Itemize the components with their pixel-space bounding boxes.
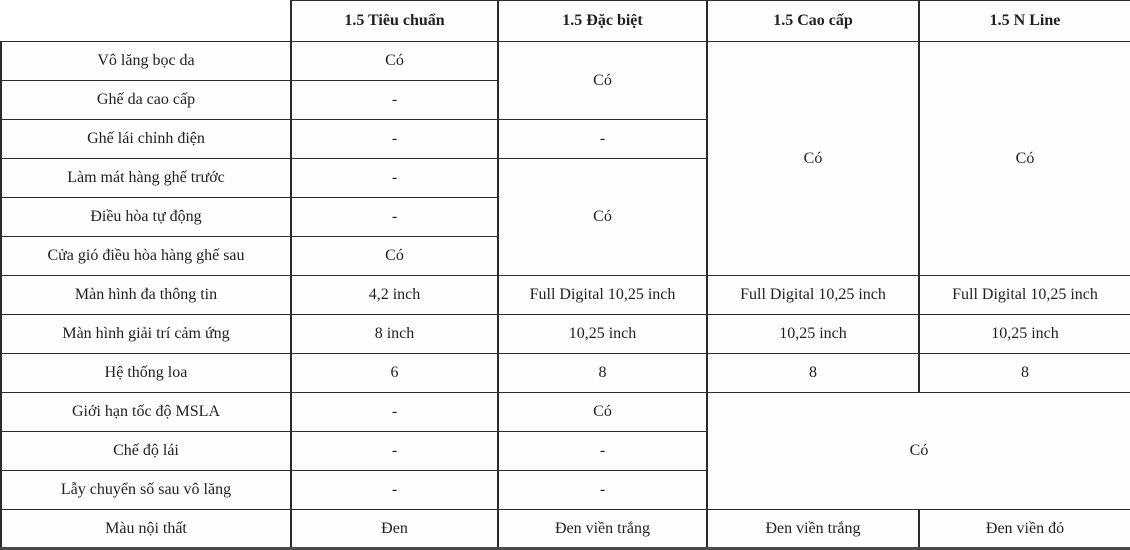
feature-cell: Lẫy chuyển số sau vô lăng bbox=[1, 471, 291, 510]
feature-cell: Giới hạn tốc độ MSLA bbox=[1, 393, 291, 432]
value-cell: 6 bbox=[291, 354, 498, 393]
table-row bbox=[1, 510, 1130, 549]
value-cell: - bbox=[291, 198, 498, 237]
table-row bbox=[1, 315, 1130, 354]
value-cell: 8 bbox=[498, 354, 707, 393]
value-cell: 8 inch bbox=[291, 315, 498, 354]
value-cell-merged: Có bbox=[498, 42, 707, 120]
feature-cell: Ghế lái chỉnh điện bbox=[1, 120, 291, 159]
feature-cell: Ghế da cao cấp bbox=[1, 81, 291, 120]
value-cell: Có bbox=[498, 393, 707, 432]
corner-cell bbox=[1, 1, 291, 42]
value-cell: - bbox=[498, 432, 707, 471]
column-header-cao-cap: 1.5 Cao cấp bbox=[707, 1, 919, 42]
feature-cell: Làm mát hàng ghế trước bbox=[1, 159, 291, 198]
value-cell-merged: Có bbox=[919, 42, 1130, 276]
value-cell: - bbox=[291, 81, 498, 120]
value-cell: 10,25 inch bbox=[919, 315, 1130, 354]
table-row bbox=[1, 276, 1130, 315]
feature-cell: Cửa gió điều hòa hàng ghế sau bbox=[1, 237, 291, 276]
value-cell: - bbox=[291, 159, 498, 198]
value-cell: 4,2 inch bbox=[291, 276, 498, 315]
value-cell: - bbox=[291, 471, 498, 510]
value-cell: Đen viền trắng bbox=[707, 510, 919, 549]
column-header-dac-biet: 1.5 Đặc biệt bbox=[498, 1, 707, 42]
table-row bbox=[1, 393, 1130, 432]
value-cell: 10,25 inch bbox=[707, 315, 919, 354]
table-row bbox=[1, 354, 1130, 393]
column-header-n-line: 1.5 N Line bbox=[919, 1, 1130, 42]
value-cell: - bbox=[291, 120, 498, 159]
value-cell: - bbox=[498, 120, 707, 159]
value-cell: - bbox=[498, 471, 707, 510]
feature-cell: Hệ thống loa bbox=[1, 354, 291, 393]
value-cell: Full Digital 10,25 inch bbox=[498, 276, 707, 315]
value-cell-merged: Có bbox=[498, 159, 707, 276]
value-cell: - bbox=[291, 393, 498, 432]
value-cell: - bbox=[291, 432, 498, 471]
value-cell: 8 bbox=[919, 354, 1130, 393]
value-cell: Đen viền đỏ bbox=[919, 510, 1130, 549]
value-cell: 8 bbox=[707, 354, 919, 393]
column-header-tieu-chuan: 1.5 Tiêu chuẩn bbox=[291, 1, 498, 42]
feature-cell: Màu nội thất bbox=[1, 510, 291, 549]
value-cell: Có bbox=[291, 237, 498, 276]
value-cell-merged: Có bbox=[707, 42, 919, 276]
value-cell: Có bbox=[291, 42, 498, 81]
header-row bbox=[1, 1, 1130, 42]
value-cell: 10,25 inch bbox=[498, 315, 707, 354]
value-cell-merged: Có bbox=[707, 393, 1130, 510]
value-cell: Đen viền trắng bbox=[498, 510, 707, 549]
value-cell: Đen bbox=[291, 510, 498, 549]
feature-cell: Chế độ lái bbox=[1, 432, 291, 471]
table-row bbox=[1, 42, 1130, 81]
feature-cell: Vô lăng bọc da bbox=[1, 42, 291, 81]
feature-cell: Màn hình đa thông tin bbox=[1, 276, 291, 315]
feature-cell: Điều hòa tự động bbox=[1, 198, 291, 237]
feature-cell: Màn hình giải trí cảm ứng bbox=[1, 315, 291, 354]
value-cell: Full Digital 10,25 inch bbox=[707, 276, 919, 315]
value-cell: Full Digital 10,25 inch bbox=[919, 276, 1130, 315]
